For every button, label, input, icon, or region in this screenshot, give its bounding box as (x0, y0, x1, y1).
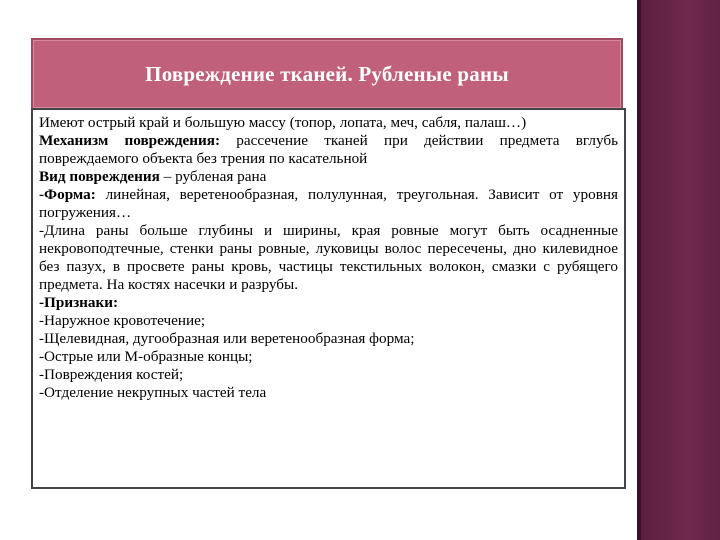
signs-label: -Признаки: (39, 294, 119, 311)
mechanism-text: рассечение тканей при действии предмета вглубь повреждаемого объекта без трения по касательной (39, 132, 619, 167)
list-item (39, 312, 618, 330)
paragraph-3 (39, 168, 618, 186)
shape-label: -Форма: (39, 186, 96, 203)
sign-item-1: -Наружное кровотечение; (39, 312, 206, 329)
sign-item-5: -Отделение некрупных частей тела (39, 384, 267, 401)
sign-item-3: -Острые или М-образные концы; (39, 348, 253, 365)
side-band (641, 0, 720, 540)
paragraph-1 (39, 114, 618, 132)
content-box (31, 108, 626, 489)
sign-item-4: -Повреждения костей; (39, 366, 184, 383)
injury-type-label: Вид повреждения (39, 168, 160, 185)
sign-item-2: -Щелевидная, дугообразная или веретенообразная форма; (39, 330, 415, 347)
paragraph-4 (39, 186, 618, 222)
title-banner (31, 38, 623, 110)
list-item (39, 384, 618, 402)
wound-description: -Длина раны больше глубины и ширины, края ровные могут быть осадненные некровоподтечные, стенки раны ровные, луковицы волос пересечены, дно килевидное без пазух, в просвете раны кровь, частицы текстильных волокон, смазки с рубящего предмета. На костях насечки и разрубы. (39, 222, 618, 293)
slide-title: Повреждение тканей. Рубленые раны (145, 61, 509, 86)
shape-text: линейная, веретенообразная, полулунная, треугольная. Зависит от уровня погружения… (39, 186, 618, 221)
injury-type-text: – рубленая рана (159, 168, 267, 185)
paragraph-6 (39, 294, 618, 312)
list-item (39, 330, 618, 348)
list-item (39, 348, 618, 366)
paragraph-1-text: Имеют острый край и большую массу (топор, лопата, меч, сабля, палаш…) (39, 114, 527, 131)
paragraph-2 (39, 132, 618, 168)
mechanism-label: Механизм повреждения: (39, 132, 221, 149)
paragraph-5 (39, 222, 618, 294)
list-item (39, 366, 618, 384)
